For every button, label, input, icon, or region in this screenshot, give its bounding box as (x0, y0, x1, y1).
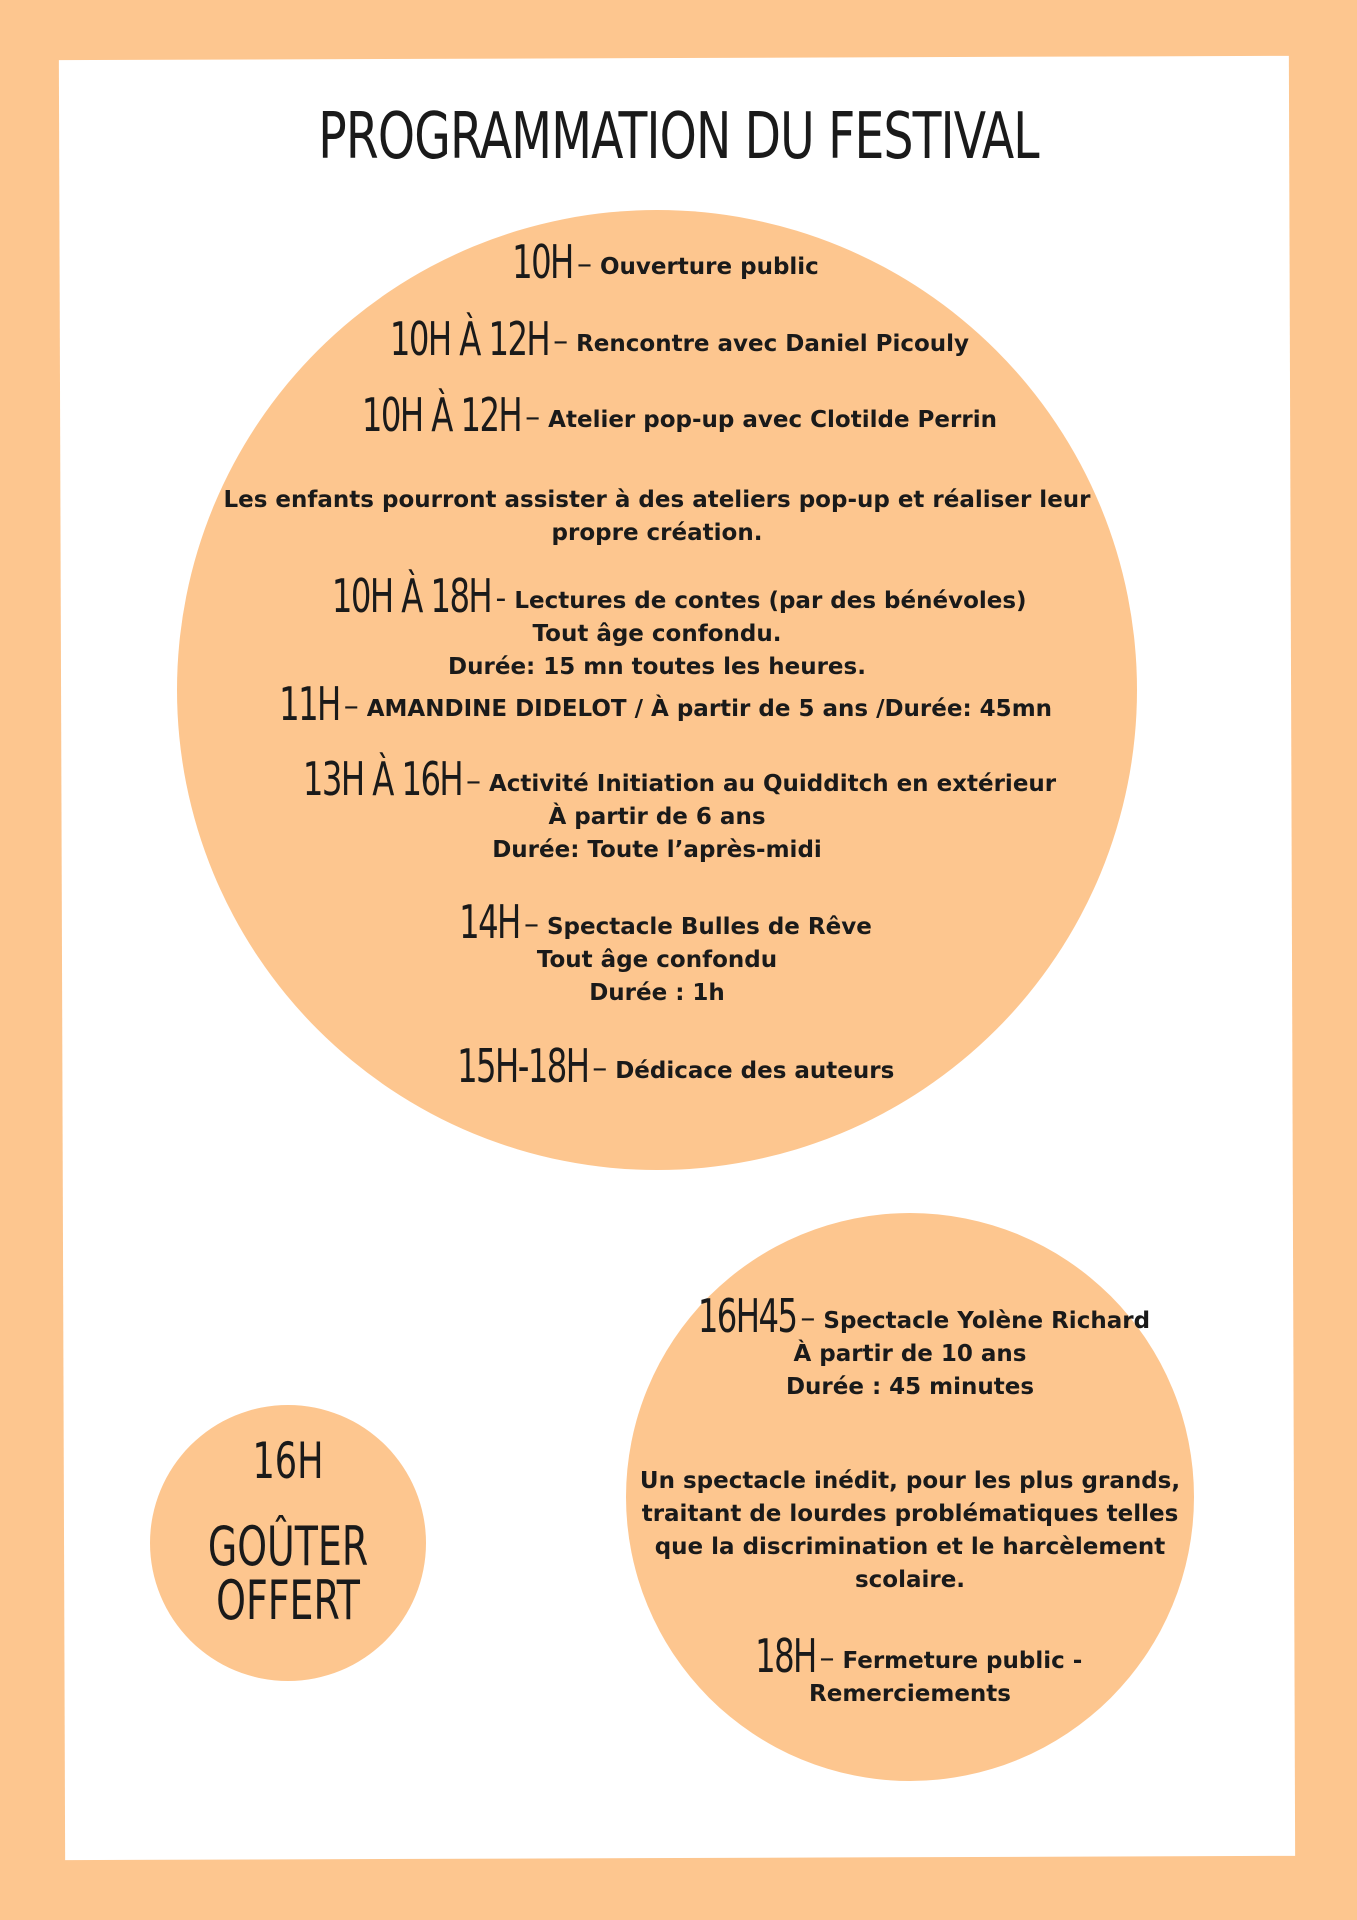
schedule-entry-8 (177, 1039, 1137, 1093)
entry-description: Atelier pop-up avec Clotilde Perrin (548, 407, 997, 433)
note-line: propre création. (551, 520, 763, 546)
evening-entry-1 (626, 1289, 1194, 1404)
entry-detail: Durée: 15 mn toutes les heures. (448, 654, 866, 680)
schedule-entry-4 (177, 569, 1137, 684)
entry-description: Spectacle Bulles de Rêve (546, 914, 872, 940)
snack-time: 16H (252, 1432, 324, 1490)
entry-description: Activité Initiation au Quidditch en extérieur (488, 771, 1057, 797)
dash: – (523, 907, 539, 942)
schedule-entry-2 (177, 312, 1137, 366)
entry-detail: Durée : 45 minutes (785, 1374, 1035, 1400)
dash: – (553, 324, 569, 359)
note-line: scolaire. (854, 1567, 966, 1593)
evening-note (626, 1465, 1194, 1597)
dash: – (525, 400, 541, 435)
entry-detail: Tout âge confondu (536, 947, 778, 973)
page-title: PROGRAMMATION DU FESTIVAL (318, 100, 1039, 174)
entry-detail: Durée: Toute l’après-midi (492, 837, 822, 863)
entry-description: Ouverture public (599, 254, 819, 280)
schedule-entry-3 (177, 388, 1137, 442)
snack-label-line-1: GOÛTER (207, 1515, 369, 1578)
entry-time: 10H À 12H (361, 388, 522, 442)
note-line: que la discrimination et le harcèlement (654, 1534, 1166, 1560)
note-line: traitant de lourdes problématiques telles (641, 1501, 1179, 1527)
entry-description: AMANDINE DIDELOT / À partir de 5 ans /Durée: 45mn (366, 696, 1053, 722)
entry-time: 13H À 16H (302, 752, 462, 806)
entry-detail: Tout âge confondu. (532, 621, 782, 647)
dash: – (576, 247, 592, 282)
entry-detail: À partir de 6 ans (548, 804, 766, 830)
entry-detail: Durée : 1h (589, 980, 725, 1006)
entry-description: Dédicace des auteurs (615, 1058, 895, 1084)
entry-time: 14H (459, 895, 520, 949)
dash: – (819, 1641, 835, 1676)
note-line: Un spectacle inédit, pour les plus grands, (639, 1468, 1181, 1494)
entry-detail: À partir de 10 ans (793, 1341, 1027, 1367)
schedule-entry-7 (177, 895, 1137, 1010)
schedule-entry-5 (177, 677, 1137, 731)
entry-time: 10H (512, 235, 573, 289)
dash: – (465, 764, 481, 799)
entry-time: 11H (279, 677, 340, 731)
evening-entry-2 (626, 1629, 1194, 1711)
schedule-entry-6 (177, 752, 1137, 867)
snack-label-line-2: OFFERT (216, 1569, 360, 1632)
entry-time: 18H (754, 1629, 816, 1683)
dash: – (592, 1051, 608, 1086)
entry-3-note (177, 484, 1137, 550)
snack-label (180, 1515, 395, 1632)
dash: – (800, 1301, 816, 1336)
entry-description: Rencontre avec Daniel Picouly (576, 331, 970, 357)
note-line: Les enfants pourront assister à des ateliers pop-up et réaliser leur (223, 487, 1091, 513)
entry-description: Fermeture public - (842, 1648, 1083, 1674)
schedule-entry-1 (177, 235, 1137, 289)
entry-time: 16H45 (697, 1289, 797, 1343)
entry-description: Lectures de contes (par des bénévoles) (514, 588, 1027, 614)
dash: - (495, 581, 507, 616)
entry-time: 15H-18H (456, 1039, 589, 1093)
dash: – (343, 689, 359, 724)
entry-detail: Remerciements (809, 1681, 1011, 1707)
entry-time: 10H À 12H (389, 312, 550, 366)
entry-time: 10H À 18H (332, 569, 492, 623)
entry-description: Spectacle Yolène Richard (823, 1308, 1151, 1334)
